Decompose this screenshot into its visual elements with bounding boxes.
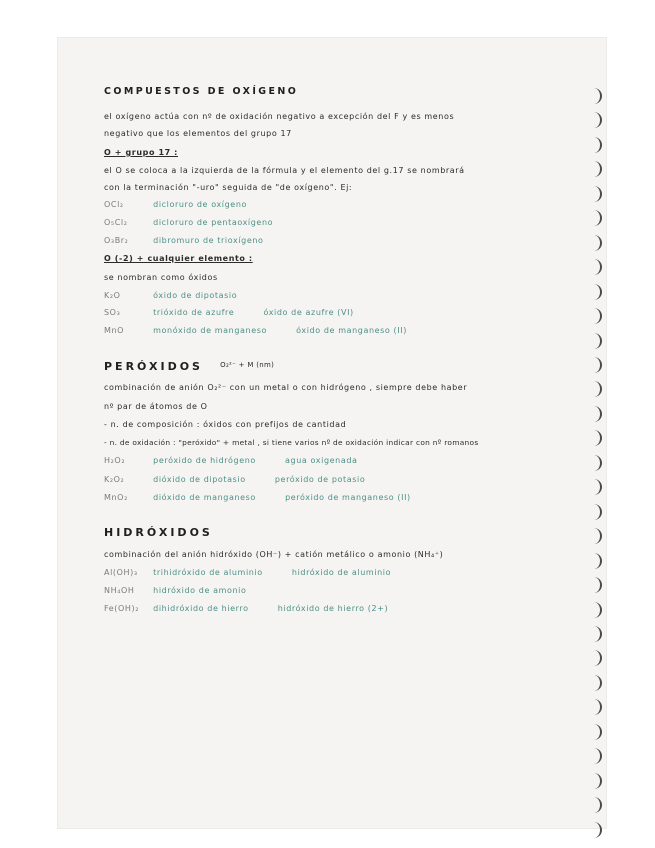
formula: Fe(OH)₂ <box>104 604 140 613</box>
formula: O₃Br₂ <box>104 236 129 245</box>
formula: OCl₂ <box>104 200 124 209</box>
example-row <box>104 291 263 300</box>
section-title-hidroxidos: HIDRÓXIDOS <box>104 526 213 539</box>
compound-name: dióxido de manganeso <box>153 493 256 502</box>
subheading-o-elemento: O (-2) + cualquier elemento : <box>104 254 253 263</box>
compound-name: trihidróxido de aluminio <box>153 568 263 577</box>
ring-icon <box>592 137 602 153</box>
peroxidos-text-3: - n. de composición : óxidos con prefijos de cantidad <box>104 420 347 429</box>
ring-icon <box>592 650 602 666</box>
example-row <box>104 456 384 465</box>
ring-icon <box>592 822 602 838</box>
ring-icon <box>592 602 602 618</box>
compound-name: óxido de azufre (VI) <box>263 308 354 317</box>
compound-name: dihidróxido de hierro <box>153 604 249 613</box>
formula: H₂O₂ <box>104 456 126 465</box>
compound-name: peróxido de hidrógeno <box>153 456 256 465</box>
ring-icon <box>592 724 602 740</box>
compound-name: agua oxigenada <box>285 456 358 465</box>
compound-name: hidróxido de aluminio <box>291 568 392 577</box>
subheading-o-grupo17: O + grupo 17 : <box>104 148 178 157</box>
formula: O₅Cl₂ <box>104 218 128 227</box>
intro-line-2: negativo que los elementos del grupo 17 <box>104 129 292 138</box>
example-row <box>104 475 391 484</box>
example-row <box>104 604 414 613</box>
formula: Al(OH)₃ <box>104 568 138 577</box>
example-row <box>104 200 273 209</box>
ring-icon <box>592 406 602 422</box>
ring-icon <box>592 357 602 373</box>
formula: MnO <box>104 326 125 335</box>
ring-icon <box>592 553 602 569</box>
ring-icon <box>592 333 602 349</box>
grupo17-text-1: el O se coloca a la izquierda de la fórmula y el elemento del g.17 se nombrará <box>104 166 465 175</box>
ring-icon <box>592 186 602 202</box>
ring-icon <box>592 699 602 715</box>
ring-icon <box>592 748 602 764</box>
ring-icon <box>592 88 602 104</box>
compound-name: dióxido de dipotasio <box>153 475 246 484</box>
formula: SO₃ <box>104 308 121 317</box>
compound-name: dicloruro de oxígeno <box>153 200 247 209</box>
compound-name: monóxido de manganeso <box>153 326 267 335</box>
ring-icon <box>592 308 602 324</box>
ring-icon <box>592 479 602 495</box>
formula: NH₄OH <box>104 586 135 595</box>
ring-icon <box>592 210 602 226</box>
section-title-peroxidos: PERÓXIDOS <box>104 360 203 373</box>
ring-icon <box>592 381 602 397</box>
example-row <box>104 568 417 577</box>
compound-name: hidróxido de amonio <box>153 586 247 595</box>
ring-icon <box>592 235 602 251</box>
hidroxidos-text: combinación del anión hidróxido (OH⁻) + catión metálico o amonio (NH₄⁺) <box>104 550 444 559</box>
compound-name: peróxido de potasio <box>274 475 366 484</box>
grupo17-text-2: con la terminación "-uro" seguida de "de oxígeno". Ej: <box>104 183 353 192</box>
oxidos-text: se nombran como óxidos <box>104 273 218 282</box>
example-row <box>104 326 433 335</box>
peroxidos-heading <box>104 360 274 373</box>
formula: K₂O <box>104 291 121 300</box>
ring-icon <box>592 626 602 642</box>
ring-icon <box>592 161 602 177</box>
example-row <box>104 236 290 245</box>
ring-icon <box>592 430 602 446</box>
compound-name: óxido de manganeso (II) <box>296 326 407 335</box>
ring-icon <box>592 284 602 300</box>
ring-icon <box>592 528 602 544</box>
example-row <box>104 308 380 317</box>
ring-icon <box>592 259 602 275</box>
compound-name: óxido de dipotasio <box>153 291 238 300</box>
ring-icon <box>592 504 602 520</box>
compound-name: dicloruro de pentaoxígeno <box>153 218 274 227</box>
example-row <box>104 493 437 502</box>
ring-icon <box>592 577 602 593</box>
peroxidos-text-1: combinación de anión O₂²⁻ con un metal o con hidrógeno , siempre debe haber <box>104 383 468 392</box>
peroxidos-text-4: - n. de oxidación : "peróxido" + metal , si tiene varios nº de oxidación indicar con nº romanos <box>104 438 479 447</box>
spiral-binding <box>588 88 606 838</box>
peroxidos-text-2: nº par de átomos de O <box>104 402 208 411</box>
ring-icon <box>592 797 602 813</box>
ring-icon <box>592 675 602 691</box>
compound-name: hidróxido de hierro (2+) <box>277 604 389 613</box>
compound-name: dibromuro de trioxígeno <box>153 236 264 245</box>
ring-icon <box>592 455 602 471</box>
peroxide-gloss: O₂²⁻ + M (nm) <box>220 361 275 369</box>
compound-name: peróxido de manganeso (II) <box>285 493 411 502</box>
example-row <box>104 586 272 595</box>
ring-icon <box>592 773 602 789</box>
compound-name: trióxido de azufre <box>153 308 235 317</box>
formula: K₂O₂ <box>104 475 125 484</box>
section-title-oxigeno: COMPUESTOS DE OXÍGENO <box>104 86 299 97</box>
intro-line-1: el oxígeno actúa con nº de oxidación negativo a excepción del F y es menos <box>104 112 455 121</box>
formula: MnO₂ <box>104 493 128 502</box>
example-row <box>104 218 299 227</box>
ring-icon <box>592 112 602 128</box>
